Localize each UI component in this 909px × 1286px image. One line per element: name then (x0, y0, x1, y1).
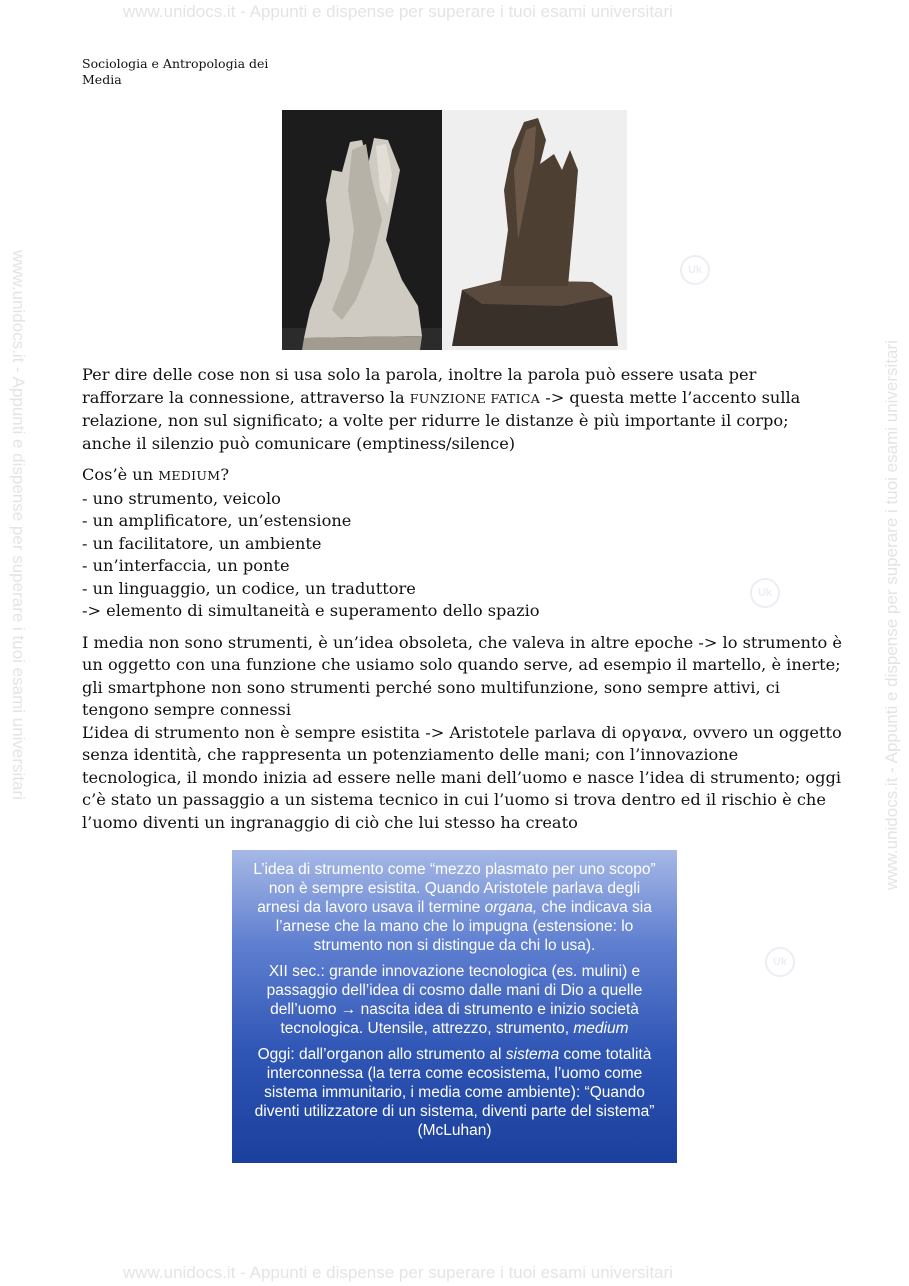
paragraph-text: I media non sono strumenti, è un’idea obsoleta, che valeva in altre epoche -> lo strumento è un oggetto con una funzione che usiamo solo quando serve, ad esempio il martello, è inerte; gli smartphone non sono strumenti perché sono multifunzione, sono sempre attivi, ci tengono sempre connessi (82, 632, 842, 719)
document-header (82, 56, 292, 88)
slide-emphasis: organa, (484, 899, 538, 916)
watermark-logo-icon: Uk (680, 255, 710, 285)
paragraph-text: Per dire delle cose non si usa solo la parola, inoltre la parola può essere usata per rafforzare la connessione, attraverso la (82, 365, 757, 407)
main-text (82, 364, 842, 843)
paragraph-phatic-function (82, 364, 842, 455)
list-item: - un amplificatore, un’estensione (82, 511, 352, 530)
watermark-logo-icon: Uk (765, 947, 795, 977)
question-suffix: ? (220, 465, 230, 484)
header-line-1: Sociologia e Antropologia dei (82, 56, 269, 71)
medium-definition-list (82, 464, 842, 623)
watermark-top: www.unidocs.it - Appunti e dispense per superare i tuoi esami universitari (123, 2, 673, 21)
slide-text: come totalità interconnessa (la terra come ecosistema, l’uomo come sistema immunitario, i media come ambiente): “Quando diventi utilizzatore di un sistema, diventi parte del sistema” (McLuhan) (254, 1046, 655, 1139)
watermark-bottom: www.unidocs.it - Appunti e dispense per superare i tuoi esami universitari (123, 1263, 673, 1282)
slide-text: Oggi: dall’organon allo strumento al (257, 1046, 506, 1063)
slide-text: L’idea di strumento come “mezzo plasmato per uno scopo” non è sempre esistita. Quando Aristotele parlava degli arnesi da lavoro usava il termine (253, 861, 656, 916)
slide-paragraph-3 (246, 1045, 663, 1140)
watermark-logo-icon: Uk (750, 578, 780, 608)
bronze-hand-image (442, 110, 627, 350)
list-item: - un linguaggio, un codice, un traduttore (82, 578, 416, 598)
paragraph-media-tools (82, 632, 842, 835)
slide-text: che indicava sia l’arnese che la mano che lo impugna (estensione: lo strumento non si distingue da chi lo usa). (275, 899, 652, 954)
term-funzione-fatica: FUNZIONE FATICA (409, 390, 541, 406)
list-item: - un facilitatore, un ambiente (82, 533, 322, 553)
watermark-right: www.unidocs.it - Appunti e dispense per superare i tuoi esami universitari (882, 340, 901, 890)
lecture-slide (232, 850, 677, 1163)
medium-question (82, 464, 842, 488)
header-line-2: Media (82, 72, 122, 87)
sculpture-photos (282, 110, 627, 350)
slide-paragraph-2 (246, 962, 663, 1038)
list-item: -> elemento di simultaneità e superamento dello spazio (82, 601, 540, 620)
slide-paragraph-1 (246, 860, 663, 955)
marble-hands-image (282, 110, 442, 350)
list-item: - un’interfaccia, un ponte (82, 556, 290, 575)
paragraph-text: L’idea di strumento non è sempre esistita -> Aristotele parlava di οργανα, ovvero un oggetto senza identità, che rappresenta un potenziamento delle mani; con l’innovazione tecnologica, il mondo inizia ad essere nelle mani dell’uomo e nasce l’idea di strumento; oggi c’è stato un passaggio a un sistema tecnico in cui l’uomo si trova dentro ed il rischio è che l’uomo diventi un ingranaggio di ciò che lui stesso ha creato (82, 722, 842, 832)
watermark-left: www.unidocs.it - Appunti e dispense per superare i tuoi esami universitari (9, 250, 28, 800)
slide-emphasis: medium (573, 1020, 629, 1037)
paragraph-text: -> questa mette l’accento sulla relazione, non sul significato; a volte per ridurre le distanze è più importante il corpo; anche il silenzio può comunicare (emptiness/silence) (82, 387, 801, 453)
question-prefix: Cos’è un (82, 465, 159, 484)
term-medium: MEDIUM (158, 468, 221, 483)
list-item: - uno strumento, veicolo (82, 488, 281, 508)
slide-emphasis: sistema (505, 1046, 560, 1063)
slide-text: XII sec.: grande innovazione tecnologica (es. mulini) e passaggio dell’idea di cosmo dalle mani di Dio a quelle dell’uomo → nascita idea di strumento e inizio società tecnologica. Utensile, attrezzo, strumento, (266, 963, 643, 1037)
